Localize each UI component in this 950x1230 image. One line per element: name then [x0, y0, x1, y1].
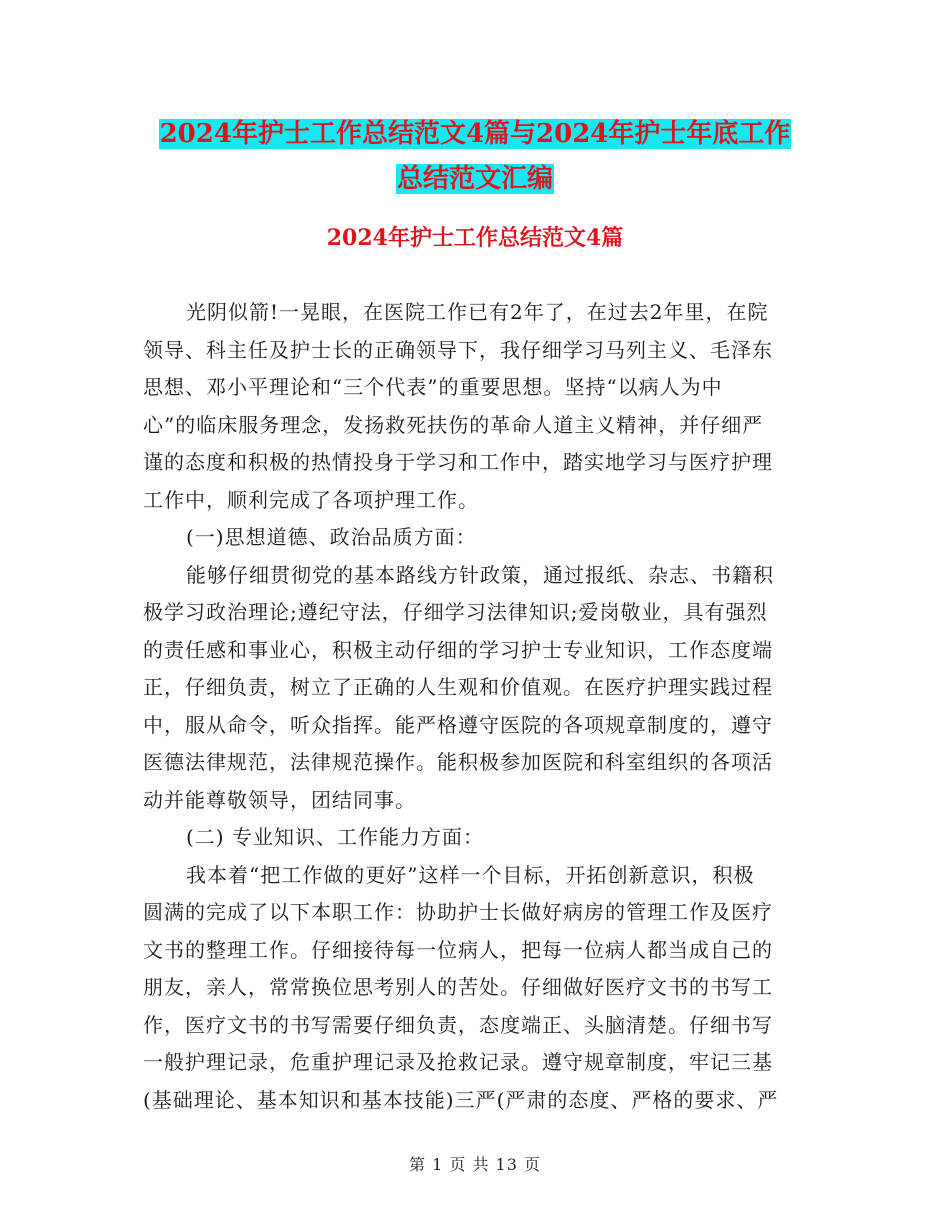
page-footer: 第 1 页 共 13 页	[409, 1155, 541, 1174]
text-line: 思想、邓小平理论和“三个代表”的重要思想。坚持“以病人为中	[143, 375, 723, 399]
section-title: 2024年护士工作总结范文4篇	[326, 225, 624, 251]
text-line: (基础理论、基本知识和基本技能)三严(严肃的态度、严格的要求、严	[143, 1087, 779, 1112]
text-line: 动并能尊敬领导，团结同事。	[143, 787, 416, 812]
text-line: 谨的态度和积极的热情投身于学习和工作中，踏实地学习与医疗护理	[143, 450, 773, 474]
title-line-2: 总结范文汇编	[396, 164, 553, 194]
text-line: 心”的临床服务理念，发扬救死扶伤的革命人道主义精神，并仔细严	[143, 412, 764, 437]
document-title	[0, 112, 950, 202]
body-text	[143, 294, 805, 1119]
text-line: (二) 专业知识、工作能力方面：	[186, 825, 484, 849]
text-line: 的责任感和事业心，积极主动仔细的学习护士专业知识，工作态度端	[143, 637, 773, 662]
text-line: 文书的整理工作。仔细接待每一位病人，把每一位病人都当成自己的	[143, 937, 773, 962]
text-line: 中，服从命令，听众指挥。能严格遵守医院的各项规章制度的，遵守	[143, 712, 773, 737]
text-line: 作，医疗文书的书写需要仔细负责，态度端正、头脑清楚。仔细书写	[143, 1012, 773, 1037]
text-line: 圆满的完成了以下本职工作：协助护士长做好病房的管理工作及医疗	[143, 900, 773, 924]
text-line: 我本着“把工作做的更好”这样一个目标，开拓创新意识，积极	[186, 862, 755, 887]
text-line: 光阴似箭!一晃眼，在医院工作已有2年了，在过去2年里，在院	[186, 300, 769, 324]
text-line: (一)思想道德、政治品质方面：	[186, 525, 477, 549]
text-line: 正，仔细负责，树立了正确的人生观和价值观。在医疗护理实践过程	[143, 675, 773, 699]
text-line: 极学习政治理论;遵纪守法，仔细学习法律知识;爱岗敬业，具有强烈	[143, 600, 768, 624]
title-line-1: 2024年护士工作总结范文4篇与2024年护士年底工作	[159, 119, 791, 149]
text-line: 医德法律规范，法律规范操作。能积极参加医院和科室组织的各项活	[143, 750, 773, 774]
text-line: 一般护理记录，危重护理记录及抢救记录。遵守规章制度，牢记三基	[143, 1050, 773, 1074]
text-line: 领导、科主任及护士长的正确领导下，我仔细学习马列主义、毛泽东	[143, 337, 773, 362]
text-line: 工作中，顺利完成了各项护理工作。	[143, 487, 479, 512]
text-line: 能够仔细贯彻党的基本路线方针政策，通过报纸、杂志、书籍积	[186, 562, 774, 587]
text-line: 朋友，亲人，常常换位思考别人的苦处。仔细做好医疗文书的书写工	[143, 975, 773, 999]
